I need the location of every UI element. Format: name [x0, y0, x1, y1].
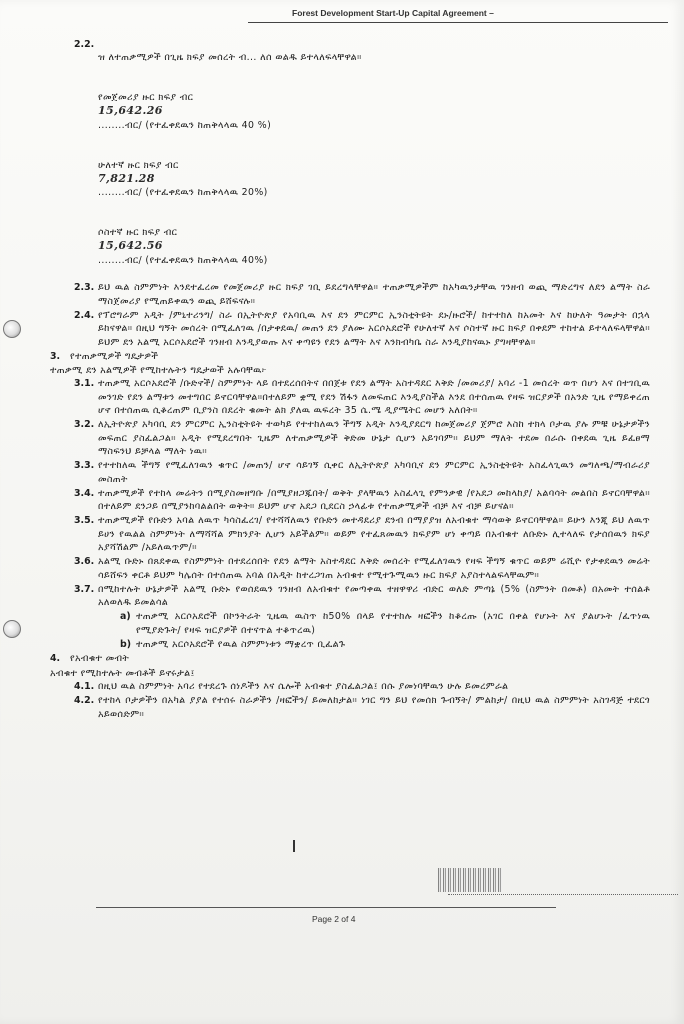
clause-text: የፕሮግራም አዲት /ምኒተሪንግ/ ስራ በኢትዮጵያ የአባቢዉ እና ደን ምርምር ኢንስቲትዩት ደኑ/ዙሮች/ ከተተከለ ከአመት እና ከሁለት ዓመታት በኋላ ይከናዋል። በዚህ ግኝት መሰረት በሚፈለገዉ /በታቀደዉ/ መጠን ደን ያለሙ አርሶአደሮች የሁለተኛ እና ሶስተኛ ዙር ክፍያ በቀደም ተከተል ይተላለፍላቸዋል። ይህም ደን አልሚ አርሶአደሮች ገንዘብ እንዲያወጡ እና ቀጣዩን የደን ልማት እና እንክብካቤ ስራ እንዲያከናዉኑ ያግዛቸዋል።	[98, 309, 650, 348]
section-4-intro: አብቁተ የሚከተሉት መብቶች ይኖሩታል፤	[50, 667, 195, 679]
header-rule	[248, 22, 668, 23]
payment-label: የመጀመሪያ ዙር ክፍያ ብር	[98, 92, 194, 104]
clause-number: 2.4.	[74, 309, 95, 321]
clause-text: አልሚ ቡድኑ በጸደቀዉ የስምምነት በተደረሰበት የደን ልማት አስተዳደር እቅድ መሰረት የሚፈለገዉን የዛፍ ችግኝ ቁጥር ወይም ሬሺዮ የታቀደዉን መሬት ሳይሸፍን ቀርቶ ይህም ካሌሰት በተሰጠዉ አባል በአዲት ከተረጋገጠ አብቁተ የሚተጉሚዉን ዙር ክፍያ አያስተላልፍላቸዉም።	[98, 556, 650, 581]
clause-text: ለኢትዮጵያ አካባቢ ደን ምርምር ኢንስቲትዩት ተወካይ የተተከለዉን ችግኝ አዲት እንዲያደርግ ከመጀመሪያ ጀምሮ እስከ ተክላ ቦታዉ ያሉ ምቹ ሁኔታዎችን መፍጠር ያስፈልጋል። አዲት የሚደረግበት ጊዜም ለተጠቃሚዎች ቅድመ ሁኔታ ሲሆን አይገባም። ይህም ማለት ተደመ በራሱ በቀደዉ ጊዜ ይፈፀማ ማስፍንህ ይቻላል ማለት ነዉ።	[98, 419, 650, 457]
ink-mark	[293, 840, 295, 852]
page-number: Page 2 of 4	[312, 914, 356, 924]
punch-hole	[3, 620, 21, 638]
clause-number: 4.1.	[74, 680, 95, 692]
section-4-heading	[50, 652, 650, 665]
payment-suffix: ........ብር/ (የተፈቀደዉን ከጠቅላላዉ 40%)	[98, 254, 268, 266]
clause-number: 3.5.	[74, 515, 95, 527]
clause-number: 4.2.	[74, 695, 95, 707]
signature-dotted-line	[448, 894, 678, 895]
payment-suffix: ........ብር/ (የተፈቀደዉን ከጠቅላላዉ 40 %)	[98, 119, 272, 131]
subclause-a	[50, 610, 650, 637]
subclause-text: ተጠቃሚ አርሶአደሮች የዉል ስምምነቱን ማቋረጥ ቢፈልጉ	[136, 639, 346, 651]
clause-text: ተጠቃሚ አርሶአደሮች /ቡድኖች/ ስምምነት ላይ በተደረሰበትና በበጀቱ የደን ልማት አስተዳደር እቅድ /መመሪያ/ አባሪ -1 መሰረት ወጥ በሆነ እና በተገቢዉ መንገድ የደን ልማቱን መተግበር ይኖርባቸዋል።በተለይም ቋሚ የደን ሽፋን ለመፍጠር እንዲያስችል እንደ በተሰጠዉ የዛፍ ዝርያዎች በአንድ ጊዜ የማይቀረጠ ሆኖ በተሰጠዉ ሲቆረጠም ቢያንስ በደረት ቁመት ልክ ያለዉ ዉፍረት 35 ሴ.ሜ ዲያሜትር መሆን አለበት።	[98, 378, 650, 417]
clause-3-3	[50, 459, 650, 486]
payment-suffix: ........ብር/ (የተፈቀደዉን ከጠቅላላዉ 20%)	[98, 187, 268, 199]
section-number: 3.	[50, 350, 61, 362]
clause-number: 3.2.	[74, 419, 95, 431]
clause-number: 3.1.	[74, 378, 95, 390]
clause-text: በዚህ ዉል ስምምነት አባሪ የተደረጉ ሰነዶችን እና ሴሎች አብቁተ ያስፈልጋል፤ በሱ ያመነባቸዉን ሁሉ ይመረምራል	[98, 680, 509, 692]
clause-number: 3.7.	[74, 583, 95, 595]
subclause-text: ተጠቃሚ አርሶአደሮች በኮንትራት ጊዜዉ ዉስጥ ከ50% በላይ የተተከሉ ዛፎችን ከቆረጡ (አገር በቀል የሆኑት እና ያልሆኑት /ፈጥነዉ የሚያድጉት/ የዛፍ ዝርያዎች በተናጥል ተቆጥረዉ)	[136, 611, 650, 636]
clause-2-3	[50, 281, 650, 308]
clause-4-2	[50, 694, 650, 721]
clause-text: ተጠቃሚዎች የቡድን አባል ለዉጥ ካሳስፈረገ/ የተሻሻለዉን የቡድን መተዳደሪያ ደንብ በማያያዝ ለአብቁተ ማሳወቅ ይኖርባቸዋል። ይሁን እንጂ ይህ ለዉጥ ይሀን የዉልል ስምምነት ለማሻሻል ምክንያት ሊሆን አይችልም። ወይም የተፈጸመዉን ክፍያም ሆነ ቀጣይ በአብቁተ ለቡድኑ ሊተላለፍ የታሰበዉን ክፍያ አያሻሽልም /አይለዉጥም/።	[98, 515, 650, 553]
stamp-barcode	[438, 868, 502, 892]
subclause-b	[50, 638, 650, 651]
subclause-letter: a)	[120, 611, 131, 623]
payment-line-2	[98, 145, 650, 199]
section-number: 4.	[50, 653, 61, 665]
clause-text: የተተከለዉ ችግኝ የሚፈለገዉን ቁጥር /መጠን/ ሆኖ ሳይገኝ ሲቀር ለኢትዮጵያ አካባቢና ደን ምርምር ኢንስቲትዩት አስፈላጊዉን መግለጫ/ማብራሪያ መስጠት	[98, 460, 650, 485]
handwritten-amount: 15,642.26	[98, 104, 163, 118]
section-3-heading	[50, 350, 650, 363]
payment-line-1	[98, 78, 650, 132]
handwritten-amount: 7,821.28	[98, 171, 155, 185]
document-header: Forest Development Start-Up Capital Agreement –	[292, 8, 494, 18]
section-title: የአብቁተ መብት	[70, 653, 130, 665]
payment-label: ሶስተኛ ዙር ክፍያ ብር	[98, 227, 178, 239]
clause-text: ተጠቃሚዎች የተከላ መሬትን በሚያስመዘግቡ /በሚያዘጋጁበት/ ወቅት ያላቸዉን አስፈላጊ የምንቃዊ /የአደጋ መከላከያ/ አልባሳት መልበስ ይኖርባቸዋል። በተለይም ደንጋይ በሚያንከባልልበት ወቅት። ይህም ሆኖ አደጋ ቢደርስ ኃላፊቱ የተጠቃሚዎች ብቻ እና ብቻ ይሆናል።	[98, 487, 650, 513]
clause-3-7	[50, 583, 650, 610]
clause-number: 2.3.	[74, 282, 95, 294]
clause-2-2	[50, 38, 650, 280]
clause-3-1	[50, 377, 650, 417]
section-title: የተጠቃሚዎች ግዴታዎች	[70, 350, 159, 362]
document-body	[50, 38, 650, 722]
clause-3-2	[50, 418, 650, 458]
clause-number: 3.4.	[74, 487, 95, 499]
payment-line-3	[98, 213, 650, 267]
clause-number: 3.3.	[74, 460, 95, 472]
clause-2-4	[50, 309, 650, 349]
clause-text: በሚከተሉት ሁኔታዎች አልሚ ቡድኑ የወሰደዉን ገንዘብ ለአብቁተ የመጣቀዉ ተዘዋዋሪ ብድር ወለድ ምጣኔ (5% (ስምንት በመቶ) በአመት ተሰልቶ አለወለዱ ይመልሳል	[98, 583, 650, 609]
section-3-intro: ተጠቃሚ ደን አልሚዎች የሚከተሉትን ግዴታወች አሉባቸዉ፦	[50, 365, 268, 377]
clause-3-4	[50, 487, 650, 514]
punch-hole	[3, 320, 21, 338]
clause-4-1	[50, 680, 650, 693]
clause-3-6	[50, 555, 650, 582]
payment-label: ሁለተኛ ዙር ክፍያ ብር	[98, 159, 179, 171]
clause-text: ዝ ለተጠቃሚዎች በጊዜ ክፍያ መሰረት ብ... ለሰ ወልዱ ይተላለፍላቸዋል።	[98, 52, 362, 64]
clause-text: የተከላ ቦታዎችን በአካል ያያል የተሰሩ ስራዎችን /ዛፎችን/ ይመለከታል። ነገር ግን ይህ የመሰክ ጉብኝት/ ምልከታ/ በዚህ ዉል ስምምነት አስገዳጅ ተደርጎ አይወሰድም።	[98, 695, 650, 720]
subclause-letter: b)	[120, 639, 131, 651]
clause-text: ይህ ዉል ስምምነት እንደተፈረመ የመጀመሪያ ዙር ክፍያ ገቢ ይደረግላቸዋል። ተጠቃሚዎችም ከአካዉንታቸዉ ገንዘብ ወጪ ማድረግና ለደን ልማት ስራ ማስጀመሪያ የሚጠይቀዉን ወጪ ይሸፍናሉ።	[98, 282, 650, 307]
clause-number: 3.6.	[74, 556, 95, 568]
clause-3-5	[50, 514, 650, 554]
clause-number: 2.2.	[74, 39, 95, 50]
handwritten-amount: 15,642.56	[98, 239, 163, 253]
footer-rule	[96, 907, 556, 908]
